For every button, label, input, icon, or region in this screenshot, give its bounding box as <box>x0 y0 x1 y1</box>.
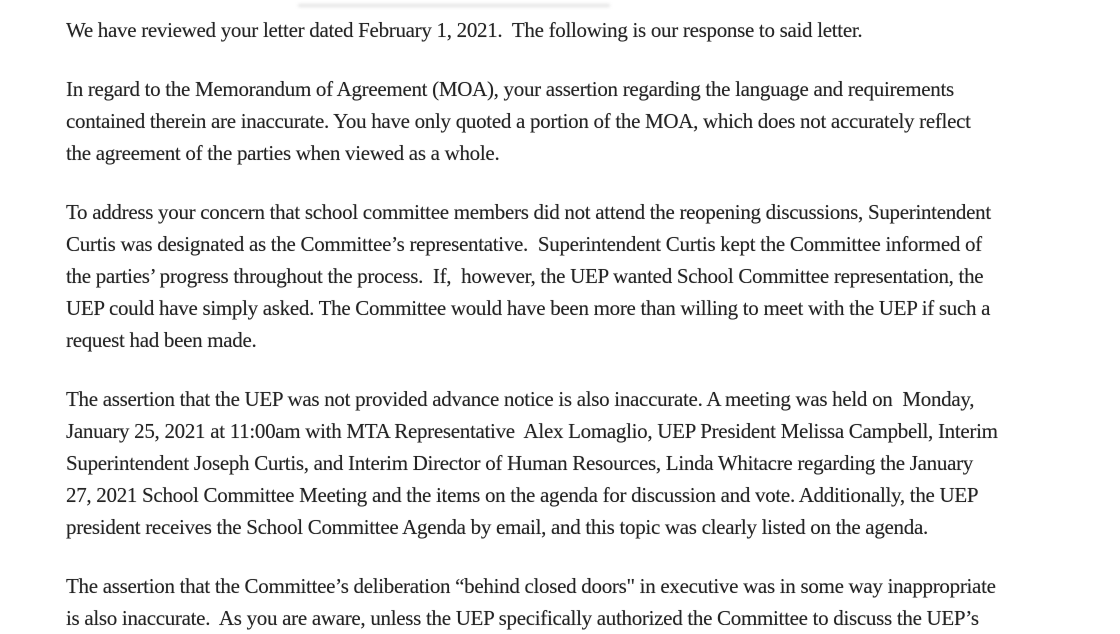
scan-artifact <box>298 4 610 7</box>
paragraph <box>66 73 1050 169</box>
text-line: request had been made. <box>66 328 257 352</box>
text-line: To address your concern that school committee members did not attend the reopening discussions, Superintendent <box>66 200 991 224</box>
paragraph <box>66 570 1050 634</box>
text-line: January 25, 2021 at 11:00am with MTA Representative Alex Lomaglio, UEP President Melissa Campbell, Interim <box>66 419 998 443</box>
paragraph <box>66 14 1050 46</box>
text-line: UEP could have simply asked. The Committee would have been more than willing to meet with the UEP if such a <box>66 296 991 320</box>
text-line: president receives the School Committee Agenda by email, and this topic was clearly listed on the agenda. <box>66 515 928 539</box>
text-line: is also inaccurate. As you are aware, unless the UEP specifically authorized the Committee to discuss the UEP’s <box>66 606 979 630</box>
text-line: We have reviewed your letter dated February 1, 2021. The following is our response to said letter. <box>66 18 863 42</box>
text-line: In regard to the Memorandum of Agreement (MOA), your assertion regarding the language and requirements <box>66 77 954 101</box>
paragraph <box>66 383 1050 543</box>
text-line: Curtis was designated as the Committee’s representative. Superintendent Curtis kept the Committee informed of <box>66 232 982 256</box>
text-line: The assertion that the Committee’s deliberation “behind closed doors" in executive was in some way inappropriate <box>66 574 996 598</box>
text-line: The assertion that the UEP was not provided advance notice is also inaccurate. A meeting was held on Monday, <box>66 387 975 411</box>
paragraph <box>66 196 1050 356</box>
text-line: 27, 2021 School Committee Meeting and the items on the agenda for discussion and vote. Additionally, the UEP <box>66 483 979 507</box>
text-line: Superintendent Joseph Curtis, and Interim Director of Human Resources, Linda Whitacre regarding the January <box>66 451 973 475</box>
text-line: contained therein are inaccurate. You have only quoted a portion of the MOA, which does not accurately reflect <box>66 109 971 133</box>
text-line: the agreement of the parties when viewed as a whole. <box>66 141 500 165</box>
text-line: the parties’ progress throughout the process. If, however, the UEP wanted School Committee representation, the <box>66 264 984 288</box>
